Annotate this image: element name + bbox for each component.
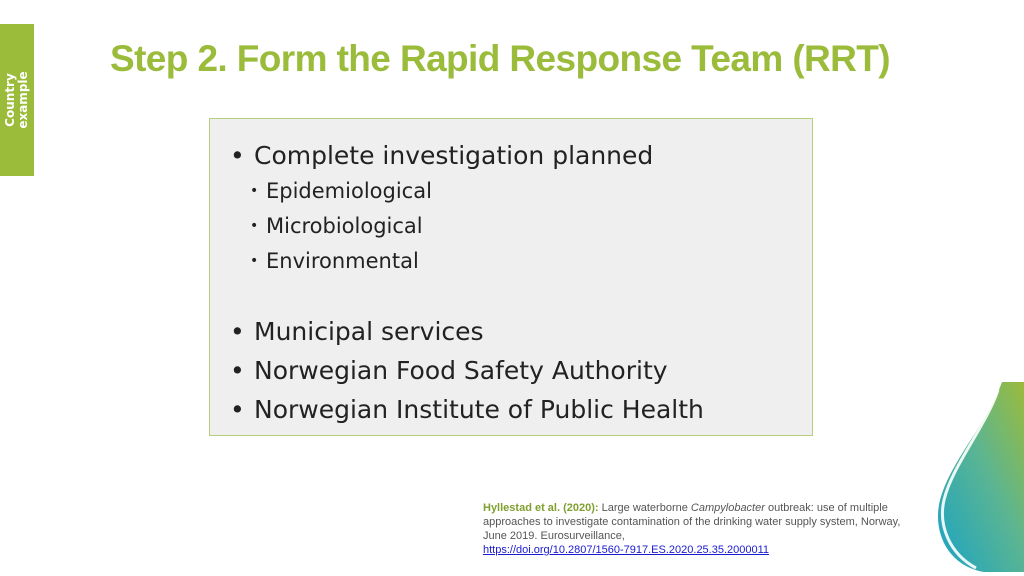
bullet-item — [230, 317, 484, 346]
sub-bullet-text: Epidemiological — [266, 179, 432, 203]
bullet-main — [230, 141, 653, 170]
citation-author: Hyllestad et al. (2020): — [483, 502, 599, 514]
country-example-label — [4, 71, 30, 128]
citation — [483, 501, 923, 557]
country-example-tab — [0, 24, 34, 176]
bullet-dot: • — [230, 141, 245, 170]
bullet-item-text: Norwegian Food Safety Authority — [254, 356, 668, 385]
slide-title: Step 2. Form the Rapid Response Team (RRT) — [110, 38, 891, 79]
content-box — [209, 118, 813, 436]
bullet-item — [230, 395, 704, 424]
water-drop-icon — [930, 376, 1024, 576]
bullet-item-text: Municipal services — [254, 317, 484, 346]
sub-bullet-text: Environmental — [266, 249, 419, 273]
sub-bullet — [250, 179, 432, 203]
tab-line-country: Country — [3, 73, 17, 127]
bullet-dot: • — [250, 253, 259, 269]
bullet-main-text: Complete investigation planned — [254, 141, 654, 170]
bullet-dot: • — [230, 317, 245, 346]
bullet-dot: • — [250, 183, 259, 199]
citation-doi-link[interactable]: https://doi.org/10.2807/1560-7917.ES.2020.25.35.2000011 — [483, 544, 770, 556]
sub-bullet-text: Microbiological — [266, 214, 423, 238]
citation-species: Campylobacter — [690, 502, 765, 514]
citation-text-rest: outbreak: use of multiple approaches to investigate contamination of the drinking water supply system, Norway, June 2019. Eurosurveillance, — [483, 502, 901, 542]
bullet-dot: • — [230, 395, 245, 424]
citation-text: Large waterborne — [601, 502, 688, 514]
tab-line-example: example — [16, 71, 30, 129]
bullet-dot: • — [230, 356, 245, 385]
sub-bullet — [250, 249, 419, 273]
bullet-item-text: Norwegian Institute of Public Health — [254, 395, 704, 424]
bullet-item — [230, 356, 668, 385]
sub-bullet — [250, 214, 423, 238]
bullet-dot: • — [250, 218, 259, 234]
